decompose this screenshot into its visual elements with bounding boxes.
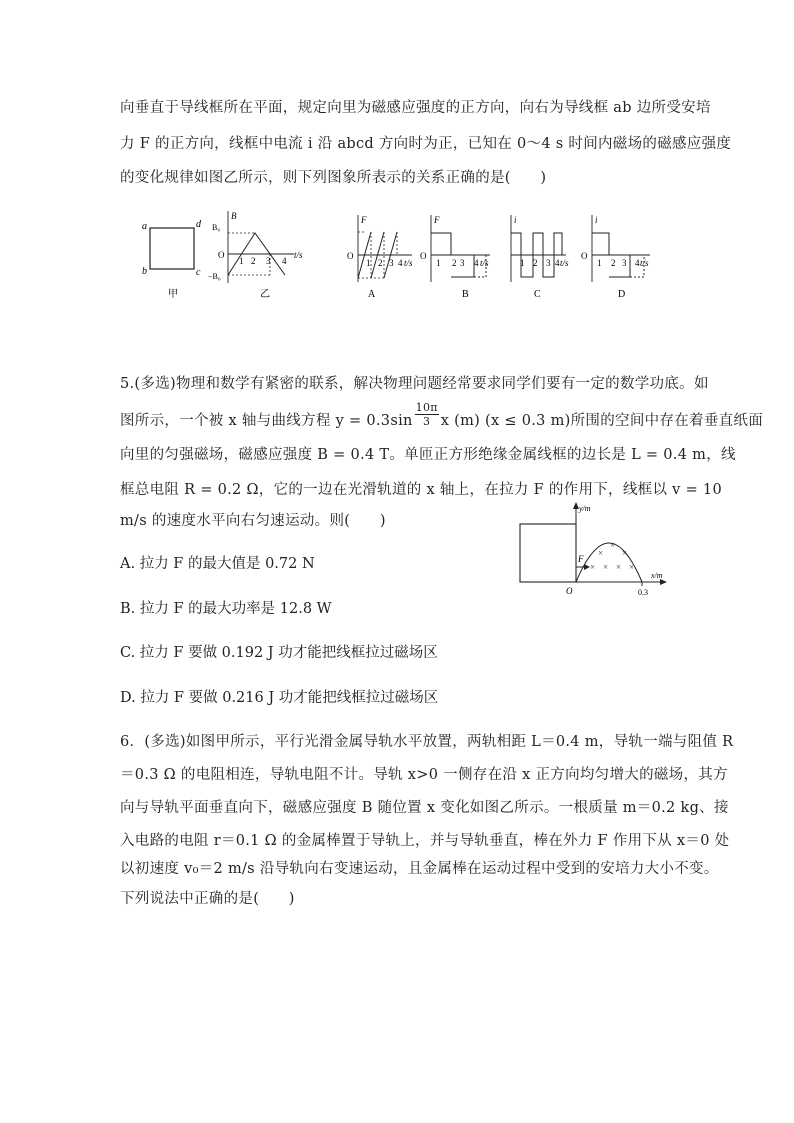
x-end-label: 0.3 xyxy=(638,588,648,597)
y-axis-label: y/m xyxy=(579,504,591,513)
svg-text:t/s: t/s xyxy=(640,258,649,268)
q5-option-b: B. 拉力 F 的最大功率是 12.8 W xyxy=(120,601,332,617)
svg-text:1: 1 xyxy=(239,256,244,266)
x-axis-label: x/m xyxy=(651,571,663,580)
q6-text-line-5: 以初速度 v₀＝2 m/s 沿导轨向右变速运动，且金属棒在运动过程中受到的安培力大小不变。 xyxy=(120,861,719,877)
q5-text-line-2 xyxy=(120,401,763,435)
option-d-label: D xyxy=(618,289,626,300)
svg-text:O: O xyxy=(347,251,354,261)
svg-text:O: O xyxy=(581,251,588,261)
force-label: F xyxy=(578,554,584,564)
b-axis-label: B xyxy=(231,211,237,221)
svg-text:i: i xyxy=(595,215,598,225)
svg-text:3: 3 xyxy=(546,258,551,268)
origin-label: O xyxy=(218,250,225,260)
svg-text:×: × xyxy=(610,540,616,550)
svg-text:×: × xyxy=(598,548,604,558)
option-d-graph xyxy=(581,215,650,300)
svg-text:1: 1 xyxy=(520,258,525,268)
b0-label: B₀ xyxy=(212,223,221,232)
svg-text:3: 3 xyxy=(266,256,271,266)
q6-text-line-6: 下列说法中正确的是( ) xyxy=(120,891,295,907)
option-a-label: A xyxy=(368,289,376,300)
q5-line2-pre: 图所示，一个被 x 轴与曲线方程 y = 0.3sin xyxy=(120,413,413,429)
option-b-label: B xyxy=(462,289,469,300)
option-c-graph xyxy=(511,215,569,300)
svg-text:×: × xyxy=(616,562,622,572)
svg-text:3: 3 xyxy=(389,258,394,268)
frame-square-diagram xyxy=(142,219,202,300)
q5-text-line-1: 5.(多选)物理和数学有紧密的联系，解决物理问题经常要求同学们要有一定的数学功底。如 xyxy=(120,376,709,392)
q5-fraction xyxy=(415,401,439,428)
svg-text:×: × xyxy=(629,562,635,572)
neg-b0-label: −B₀ xyxy=(208,272,221,281)
q5-text-line-3: 向里的匀强磁场，磁感应强度 B = 0.4 T。单匝正方形绝缘金属线框的边长是 L = 0.4 m，线 xyxy=(120,447,736,463)
q5-text-line-4: 框总电阻 R = 0.2 Ω，它的一边在光滑轨道的 x 轴上，在拉力 F 的作用下，线框以 v = 10 xyxy=(120,482,722,498)
corner-a: a xyxy=(142,221,147,232)
corner-c: c xyxy=(196,267,201,278)
svg-text:F: F xyxy=(434,215,440,225)
q5-line2-post: x (m) (x ≤ 0.3 m)所围的空间中存在着垂直纸面 xyxy=(440,413,764,429)
label-yi: 乙 xyxy=(260,289,270,300)
label-jia: 甲 xyxy=(168,289,178,300)
corner-b: b xyxy=(142,266,147,277)
q5-magnetic-field-figure xyxy=(510,500,680,600)
svg-text:2: 2 xyxy=(611,258,616,268)
svg-text:×: × xyxy=(622,548,628,558)
corner-d: d xyxy=(196,219,201,230)
svg-text:×: × xyxy=(603,562,609,572)
svg-text:t/s: t/s xyxy=(560,258,569,268)
svg-text:2: 2 xyxy=(533,258,538,268)
svg-text:3: 3 xyxy=(622,258,627,268)
q6-text-line-3: 向与导轨平面垂直向下，磁感应强度 B 随位置 x 变化如图乙所示。一根质量 m＝0.2 kg、接 xyxy=(120,800,729,816)
svg-text:t/s: t/s xyxy=(480,258,489,268)
svg-text:1: 1 xyxy=(436,258,441,268)
q6-text-line-4: 入电路的电阻 r＝0.1 Ω 的金属棒置于导轨上，并与导轨垂直，棒在外力 F 作用下从 x＝0 处 xyxy=(120,833,730,849)
svg-text:2: 2 xyxy=(378,258,383,268)
svg-text:2: 2 xyxy=(251,256,256,266)
svg-text:2: 2 xyxy=(452,258,457,268)
svg-text:i: i xyxy=(514,215,517,225)
q4-text-line-1: 向垂直于导线框所在平面，规定向里为磁感应强度的正方向，向右为导线框 ab 边所受安培 xyxy=(120,100,711,116)
option-a-graph xyxy=(347,215,413,300)
svg-text:4: 4 xyxy=(555,258,560,268)
option-b-graph xyxy=(420,215,490,300)
q4-figure xyxy=(130,205,660,305)
b-t-graph xyxy=(208,211,303,300)
svg-text:4: 4 xyxy=(474,258,479,268)
svg-text:4: 4 xyxy=(398,258,403,268)
q4-text-line-3: 的变化规律如图乙所示，则下列图象所表示的关系正确的是( ) xyxy=(120,170,547,186)
svg-text:1: 1 xyxy=(597,258,602,268)
fraction-denominator: 3 xyxy=(423,415,431,428)
square-frame xyxy=(520,524,576,582)
q5-option-c: C. 拉力 F 要做 0.192 J 功才能把线框拉过磁场区 xyxy=(120,645,438,661)
q5-text-line-5: m/s 的速度水平向右匀速运动。则( ) xyxy=(120,513,386,529)
svg-text:F: F xyxy=(361,215,367,225)
q5-option-d: D. 拉力 F 要做 0.216 J 功才能把线框拉过磁场区 xyxy=(120,690,439,706)
q4-text-line-2: 力 F 的正方向，线框中电流 i 沿 abcd 方向时为正，已知在 0～4 s 时间内磁场的磁感应强度 xyxy=(120,136,732,152)
fraction-numerator: 10π xyxy=(415,401,438,414)
t-axis-label: t/s xyxy=(294,250,303,260)
svg-text:×: × xyxy=(590,562,596,572)
svg-text:4: 4 xyxy=(635,258,640,268)
q6-text-line-2: ＝0.3 Ω 的电阻相连，导轨电阻不计。导轨 x>0 一侧存在沿 x 正方向均匀增大的磁场，其方 xyxy=(120,767,728,783)
option-c-label: C xyxy=(534,289,541,300)
svg-text:t/s: t/s xyxy=(404,258,413,268)
svg-text:4: 4 xyxy=(282,256,287,266)
origin-label: O xyxy=(566,586,573,596)
svg-text:O: O xyxy=(420,251,427,261)
svg-text:1: 1 xyxy=(366,258,371,268)
svg-text:3: 3 xyxy=(460,258,465,268)
q5-option-a: A. 拉力 F 的最大值是 0.72 N xyxy=(120,556,315,572)
q6-text-line-1: 6．(多选)如图甲所示，平行光滑金属导轨水平放置，两轨相距 L＝0.4 m，导轨一端与阻值 R xyxy=(120,734,734,750)
